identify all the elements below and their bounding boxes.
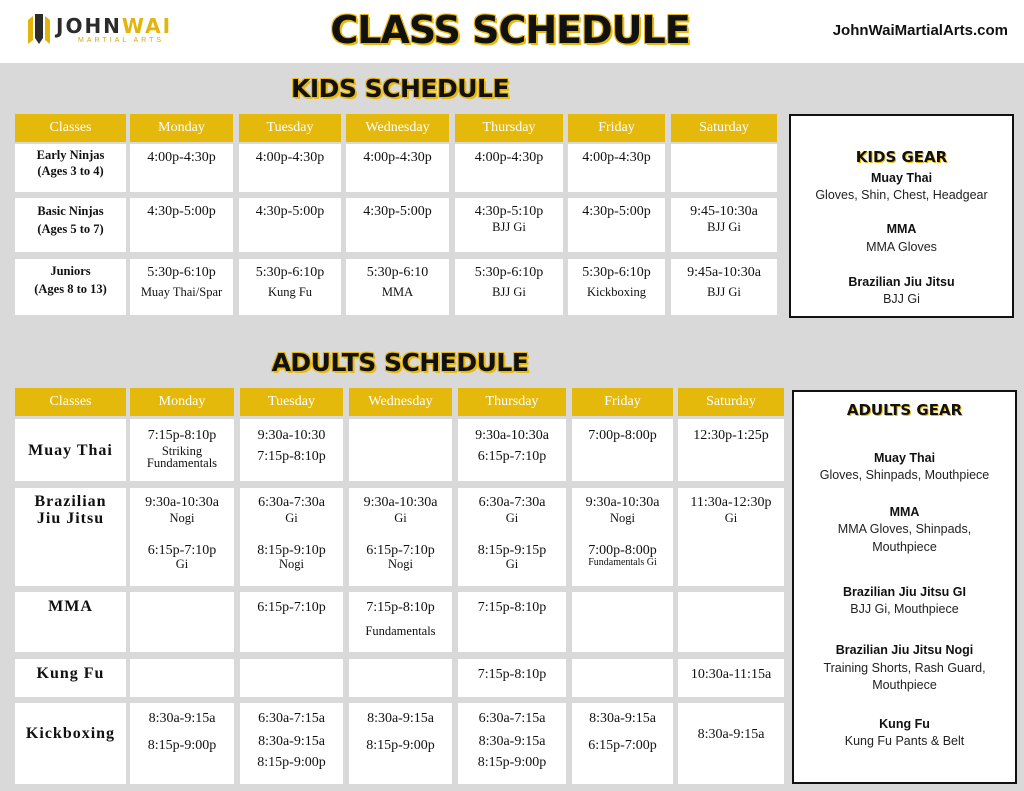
adults-class-time: 9:30a-10:30a — [363, 495, 438, 510]
kids-class-time: 5:30p-6:10p — [474, 265, 544, 280]
adults-class-time: Gi — [505, 511, 519, 525]
kids-class-time: 4:30p-5:00p — [582, 204, 651, 219]
kids-header-thursday: Thursday — [455, 114, 563, 142]
adults_gear-line: Kung Fu Pants & Belt — [844, 734, 965, 748]
logo[interactable] — [28, 14, 172, 46]
adults-schedule-cell — [572, 488, 673, 586]
adults_gear-line: BJJ Gi, Mouthpiece — [850, 602, 959, 616]
adults-header-wednesday: Wednesday — [349, 388, 452, 416]
kids-schedule-cell — [671, 198, 777, 252]
adults-schedule-cell — [130, 488, 234, 586]
adults-schedule-cell — [458, 488, 566, 586]
kids-class-time: BJJ Gi — [492, 285, 526, 299]
adults-schedule-cell — [130, 419, 234, 481]
kids-header-saturday: Saturday — [671, 114, 777, 142]
adults-schedule-cell — [458, 419, 566, 481]
adults-class-time: 7:15p-8:10p — [147, 428, 217, 443]
adults-schedule-cell — [458, 659, 566, 697]
adults-row-label-line: MMA — [48, 598, 93, 615]
adults-class-time: 8:30a-9:15a — [697, 727, 765, 742]
adults-schedule-cell — [458, 592, 566, 652]
adults-row-label — [15, 703, 126, 784]
kids_gear-line: Gloves, Shin, Chest, Headgear — [815, 188, 988, 202]
logo-name-wai: WAI — [121, 14, 173, 38]
adults-schedule-cell — [572, 592, 673, 652]
kids-schedule-cell — [346, 144, 449, 192]
logo-subtitle: MARTIAL ARTS — [78, 37, 165, 44]
adults-schedule-cell — [678, 659, 784, 697]
adults-schedule-cell — [678, 488, 784, 586]
adults_gear-line: Mouthpiece — [872, 678, 937, 692]
adults-row-label-line: Brazilian — [34, 493, 107, 510]
kids-header-friday: Friday — [568, 114, 665, 142]
adults-class-time: 7:15p-8:10p — [257, 449, 326, 464]
kids-header-monday: Monday — [130, 114, 233, 142]
adults_gear-line: Mouthpiece — [872, 540, 937, 554]
adults-class-time: Fundamentals Gi — [588, 557, 657, 568]
adults-schedule-cell — [130, 659, 234, 697]
adults-class-time: 6:15p-7:10p — [147, 543, 217, 558]
adults-class-time: Fundamentals — [365, 624, 436, 638]
kids-schedule-title: KIDS SCHEDULE — [290, 74, 510, 103]
adults-class-time: Gi — [505, 557, 519, 571]
adults-class-time: 6:30a-7:15a — [258, 711, 325, 726]
adults-class-time: 8:30a-9:15a — [478, 734, 546, 749]
adults-schedule-cell — [678, 703, 784, 784]
kids-schedule-cell — [671, 259, 777, 315]
kids-header-tuesday: Tuesday — [239, 114, 341, 142]
adults-class-time: Nogi — [279, 557, 304, 571]
kids-gear-title: KIDS GEAR — [855, 148, 948, 166]
kids-schedule-cell — [568, 259, 665, 315]
header — [0, 0, 1024, 63]
adults_gear-line: Muay Thai — [873, 451, 936, 465]
kids_gear-line: MMA Gloves — [866, 240, 937, 254]
adults-schedule-cell — [240, 592, 343, 652]
adults-class-time: 8:15p-9:00p — [477, 755, 547, 770]
kids-class-time: Muay Thai/Spar — [140, 285, 223, 299]
kids_gear-line: Muay Thai — [870, 171, 933, 185]
kids-class-time: 5:30p-6:10p — [582, 265, 651, 280]
adults-row-label-line: Muay Thai — [28, 442, 113, 459]
kids-schedule-cell — [346, 259, 449, 315]
kids-class-time: 9:45a-10:30a — [687, 265, 761, 280]
kids-header-classes: Classes — [15, 114, 126, 142]
adults-class-time: 11:30a-12:30p — [690, 495, 772, 510]
adults-row-label — [15, 659, 126, 697]
kids-schedule-cell — [130, 259, 233, 315]
adults-class-time: 6:15p-7:10p — [257, 600, 326, 615]
adults-class-time: 8:15p-9:00p — [147, 738, 217, 753]
adults-schedule-cell — [240, 703, 343, 784]
adults-class-time: 6:30a-7:30a — [478, 495, 546, 510]
adults_gear-line: Brazilian Jiu Jitsu GI — [843, 585, 966, 599]
kids-schedule-cell — [130, 144, 233, 192]
adults-row-label — [15, 419, 126, 481]
kids-class-time: BJJ Gi — [492, 220, 526, 234]
adults-header-tuesday: Tuesday — [240, 388, 343, 416]
kids-row-label — [15, 198, 126, 252]
adults-schedule-cell — [572, 419, 673, 481]
adults-class-time: 6:15p-7:10p — [366, 543, 435, 558]
kids-class-time: MMA — [381, 285, 414, 299]
kids-class-time: 5:30p-6:10 — [366, 265, 429, 280]
adults-schedule-cell — [572, 703, 673, 784]
kids-row-label-line: (Ages 8 to 13) — [34, 282, 107, 296]
adults-class-time: Nogi — [169, 511, 195, 525]
adults-class-time: 6:30a-7:30a — [258, 495, 325, 510]
kids-schedule-cell — [455, 198, 563, 252]
adults-class-time: 9:30a-10:30 — [257, 428, 326, 443]
kids_gear-line: MMA — [886, 222, 917, 236]
kids-class-time: BJJ Gi — [707, 220, 741, 234]
adults-class-time: 7:15p-8:10p — [477, 600, 547, 615]
adults-row-label — [15, 488, 126, 586]
adults-schedule-cell — [349, 703, 452, 784]
adults-row-label — [15, 592, 126, 652]
kids-schedule-cell — [671, 144, 777, 192]
kids-header-wednesday: Wednesday — [346, 114, 449, 142]
adults-schedule-cell — [349, 488, 452, 586]
kids-schedule-cell — [568, 144, 665, 192]
adults-class-time: 7:15p-8:10p — [477, 667, 547, 682]
page-title: CLASS SCHEDULE — [330, 8, 690, 52]
kids-class-time: 4:30p-5:00p — [147, 204, 216, 219]
kids-class-time: 4:00p-4:30p — [363, 150, 432, 165]
adults-header-friday: Friday — [572, 388, 673, 416]
kids-row-label-line: (Ages 5 to 7) — [37, 222, 104, 236]
adults-class-time: 12:30p-1:25p — [693, 428, 769, 443]
kids-class-time: BJJ Gi — [707, 285, 741, 299]
kids-class-time: 4:00p-4:30p — [255, 150, 325, 165]
adults-class-time: 8:30a-9:15a — [367, 711, 434, 726]
kids-schedule-cell — [239, 259, 341, 315]
adults-class-time: 8:15p-9:00p — [366, 738, 435, 753]
kids-class-time: 4:30p-5:00p — [255, 204, 325, 219]
kids-class-time: 4:00p-4:30p — [582, 150, 651, 165]
kids-class-time: Kung Fu — [267, 285, 313, 299]
adults-schedule-cell — [240, 488, 343, 586]
adults-class-time: Gi — [394, 511, 407, 525]
kids-class-time: 4:30p-5:00p — [363, 204, 432, 219]
adults-schedule-cell — [240, 659, 343, 697]
adults-class-time: Gi — [724, 511, 738, 525]
kids-row-label-line: Early Ninjas — [36, 148, 105, 162]
adults-schedule-title: ADULTS SCHEDULE — [271, 348, 529, 377]
adults-schedule-cell — [130, 703, 234, 784]
adults-schedule-cell — [678, 592, 784, 652]
kids-class-time: Kickboxing — [586, 285, 647, 299]
kids-class-time: 4:30p-5:10p — [474, 204, 544, 219]
adults-class-time: 8:30a-9:15a — [258, 734, 325, 749]
adults-class-time: 9:30a-10:30a — [585, 495, 660, 510]
adults-class-time: 8:30a-9:15a — [148, 711, 216, 726]
adults_gear-line: MMA — [889, 505, 920, 519]
kids-schedule-cell — [239, 198, 341, 252]
adults-class-time: Gi — [285, 511, 298, 525]
logo-mark-icon — [28, 14, 50, 46]
adults-class-time: 8:30a-9:15a — [589, 711, 656, 726]
adults-row-label-line: Kung Fu — [36, 665, 105, 682]
kids-row-label — [15, 144, 126, 192]
adults-class-time: 9:30a-10:30a — [475, 428, 549, 443]
adults-class-time: 8:15p-9:15p — [477, 543, 547, 558]
kids-class-time: 5:30p-6:10p — [147, 265, 216, 280]
adults_gear-line: MMA Gloves, Shinpads, — [837, 522, 972, 536]
adults-schedule-cell — [130, 592, 234, 652]
adults-class-time: Striking — [161, 444, 203, 458]
adults_gear-line: Gloves, Shinpads, Mouthpiece — [819, 468, 990, 482]
kids-schedule-cell — [455, 259, 563, 315]
kids-class-time: 4:00p-4:30p — [474, 150, 544, 165]
adults-header-saturday: Saturday — [678, 388, 784, 416]
adults-class-time: 7:00p-8:00p — [588, 428, 657, 443]
kids-schedule-cell — [455, 144, 563, 192]
adults-class-time: Nogi — [388, 557, 413, 571]
kids-schedule-cell — [130, 198, 233, 252]
adults-class-time: 7:15p-8:10p — [366, 600, 435, 615]
adults-schedule-cell — [349, 659, 452, 697]
adults-schedule-cell — [458, 703, 566, 784]
adults_gear-line: Training Shorts, Rash Guard, — [823, 661, 986, 675]
adults-class-time: 8:15p-9:00p — [257, 755, 326, 770]
site-url[interactable]: JohnWaiMartialArts.com — [832, 22, 1008, 39]
adults-row-label-line: Kickboxing — [25, 725, 116, 742]
adults-header-thursday: Thursday — [458, 388, 566, 416]
kids-class-time: 9:45-10:30a — [690, 204, 758, 219]
adults-class-time: 7:00p-8:00p — [588, 543, 657, 558]
kids-class-time: 5:30p-6:10p — [255, 265, 325, 280]
adults_gear-line: Kung Fu — [879, 717, 930, 731]
adults-gear-box — [792, 390, 1017, 784]
kids_gear-line: BJJ Gi — [883, 292, 920, 306]
kids-schedule-cell — [346, 198, 449, 252]
adults_gear-line: Brazilian Jiu Jitsu Nogi — [835, 643, 974, 657]
adults-class-time: Fundamentals — [146, 456, 218, 470]
adults-class-time: 8:15p-9:10p — [257, 543, 326, 558]
adults-gear-title: ADULTS GEAR — [846, 401, 963, 419]
kids-row-label — [15, 259, 126, 315]
adults-class-time: Gi — [175, 557, 189, 571]
kids-row-label-line: Basic Ninjas — [37, 204, 104, 218]
adults-class-time: 6:15p-7:00p — [588, 738, 657, 753]
adults-class-time: 10:30a-11:15a — [690, 667, 772, 682]
kids-row-label-line: (Ages 3 to 4) — [37, 164, 104, 178]
kids_gear-line: Brazilian Jiu Jitsu — [848, 275, 955, 289]
adults-schedule-cell — [349, 419, 452, 481]
adults-schedule-cell — [572, 659, 673, 697]
adults-schedule-cell — [349, 592, 452, 652]
adults-class-time: 6:15p-7:10p — [477, 449, 547, 464]
adults-header-classes: Classes — [15, 388, 126, 416]
adults-class-time: 6:30a-7:15a — [478, 711, 546, 726]
adults-row-label-line: Jiu Jitsu — [36, 510, 105, 527]
adults-header-monday: Monday — [130, 388, 234, 416]
adults-schedule-cell — [678, 419, 784, 481]
kids-schedule-cell — [239, 144, 341, 192]
kids-row-label-line: Juniors — [50, 264, 91, 278]
adults-class-time: 9:30a-10:30a — [145, 495, 219, 510]
kids-gear-box — [789, 114, 1014, 318]
adults-class-time: Nogi — [610, 511, 635, 525]
kids-class-time: 4:00p-4:30p — [147, 150, 216, 165]
adults-schedule-cell — [240, 419, 343, 481]
logo-name-john: JOHN — [56, 14, 122, 38]
kids-schedule-cell — [568, 198, 665, 252]
